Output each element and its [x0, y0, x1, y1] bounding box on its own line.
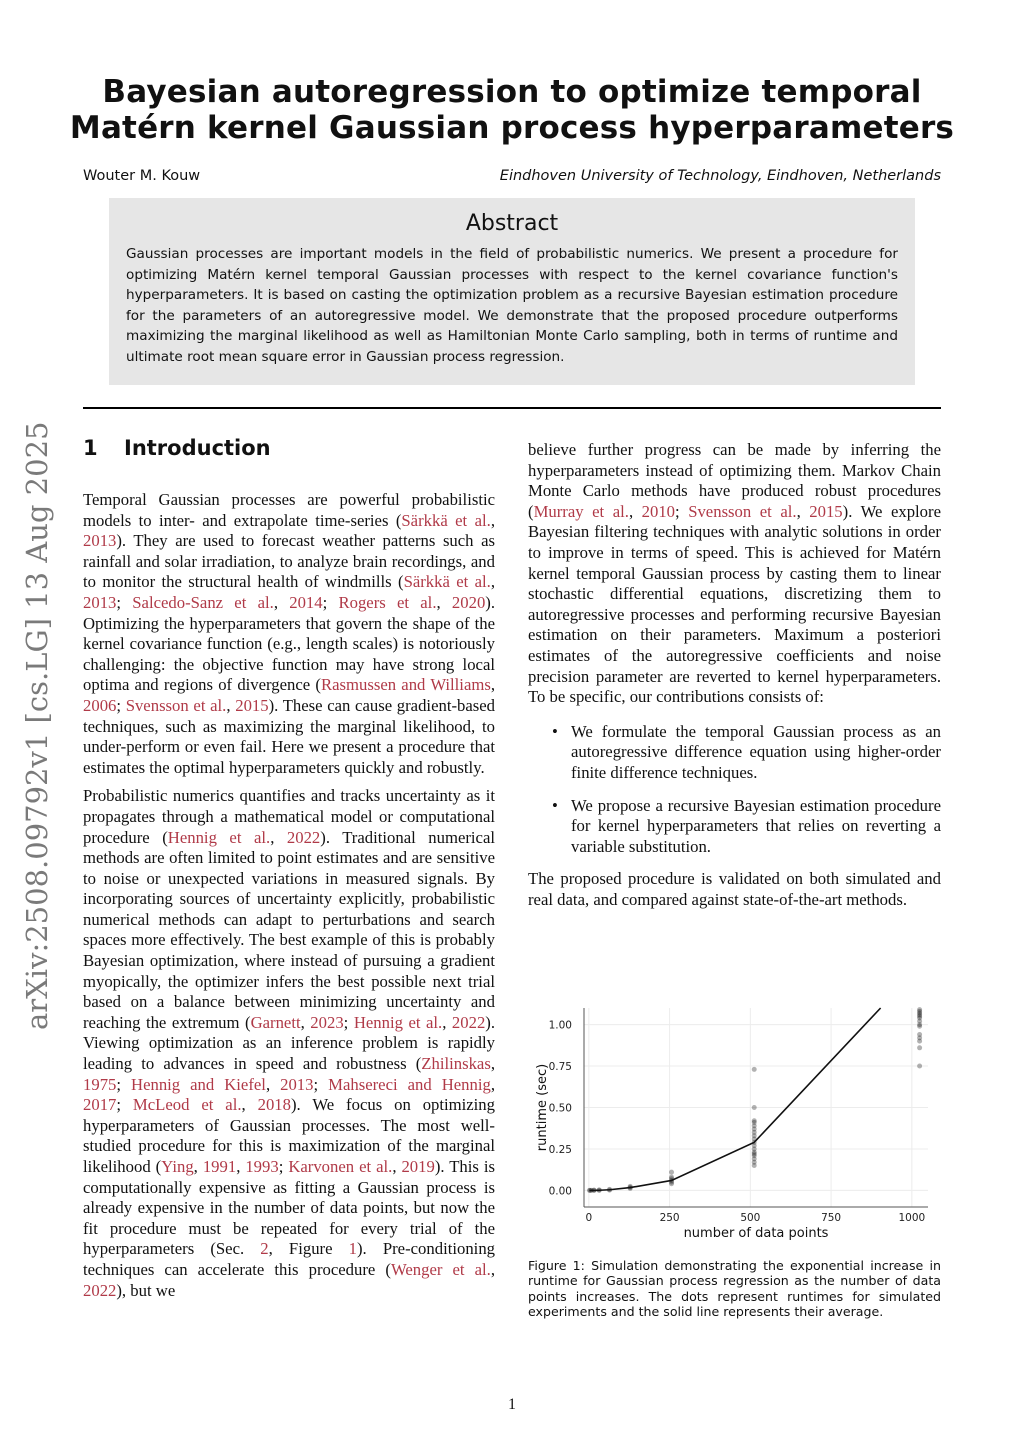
citation-link[interactable]: 2018 [257, 1095, 291, 1115]
y-axis-label: runtime (sec) [535, 1063, 550, 1152]
citation-link[interactable]: Mahsereci and Hennig [328, 1074, 491, 1094]
citation-link[interactable]: Garnett [250, 1012, 301, 1032]
citation-link[interactable]: Särkkä et al. [401, 510, 491, 530]
average-line [589, 1008, 880, 1190]
section-heading [83, 434, 495, 462]
citation-link[interactable]: 2015 [235, 695, 269, 715]
x-axis-label: number of data points [683, 1226, 829, 1241]
data-point [917, 1007, 922, 1012]
citation-link[interactable]: 2013 [83, 531, 117, 551]
citation-link[interactable]: 1 [348, 1239, 357, 1259]
y-tick-label: 1.00 [548, 1019, 572, 1032]
citation-link[interactable]: 2006 [83, 695, 117, 715]
citation-link[interactable]: 2015 [809, 501, 843, 521]
y-tick-label: 0.75 [548, 1061, 572, 1074]
citation-link[interactable]: 2013 [280, 1074, 314, 1094]
citation-link[interactable]: 2022 [451, 1012, 486, 1032]
section-number: 1 [83, 436, 98, 460]
citation-link[interactable]: Hennig et al. [353, 1012, 443, 1032]
citation-link[interactable]: 1991 [202, 1157, 237, 1176]
citation-link[interactable]: 2023 [310, 1012, 344, 1032]
data-point [669, 1170, 674, 1175]
citation-link[interactable]: Rasmussen and Williams [321, 675, 491, 695]
citation-link[interactable]: Hennig and Kiefel [131, 1074, 266, 1094]
data-point [917, 1064, 922, 1069]
citation-link[interactable]: 2013 [83, 592, 117, 612]
title-line-1: Bayesian autoregression to optimize temporal [102, 74, 922, 110]
citation-link[interactable]: 2014 [289, 592, 323, 612]
citation-link[interactable]: Salcedo-Sanz et al. [132, 592, 274, 612]
citation-link[interactable]: Murray et al. [533, 501, 629, 521]
citation-link[interactable]: 2019 [401, 1157, 435, 1176]
figure-caption: Figure 1: Simulation demonstrating the exponential increase in runtime for Gaussian process regression as the number of data points increases. The dots represent runtimes for simulated experiments and the solid line represents their average. [528, 1258, 941, 1319]
abstract-text: Gaussian processes are important models in the field of probabilistic numerics. We present a procedure for optimizing Matérn kernel temporal Gaussian processes with respect to the kernel covariance function's hyperparameters. It is based on casting the optimization problem as a recursive Bayesian estimation procedure for the parameters of an autoregressive model. We demonstrate that the proposed procedure outperforms maximizing the marginal likelihood as well as Hamiltonian Monte Carlo sampling, both in terms of runtime and ultimate root mean square error in Gaussian process regression. [126, 246, 898, 365]
citation-link[interactable]: 1993 [245, 1157, 279, 1176]
figure-1 [528, 1000, 941, 1250]
citation-link[interactable]: Wenger et al. [390, 1259, 491, 1279]
citation-link[interactable]: Karvonen et al. [288, 1157, 393, 1176]
title-line-2: Matérn kernel Gaussian process hyperparameters [69, 110, 955, 146]
paragraph-intro-1: Temporal Gaussian processes are powerful probabilistic models to inter- and extrapolate time-series (Särkkä et al., 2013). They are used to forecast weather patterns such as rainfall and solar irradiation, to analyze brain recordings, and to monitor the structural health of windmills (Särkkä et al., 2013; Salcedo-Sanz et al., 2014; Rogers et al., 2020). Optimizing the hyperparameters that govern the shape of the kernel covariance function (e.g., length scales) is notoriously challenging: the objective function may have strong local optima and regions of divergence (Rasmussen and Williams, 2006; Svensson et al., 2015). These can cause gradient-based techniques, such as maximizing the marginal likelihood, to under-perform or even fail. Here we present a procedure that estimates the optimal hyperparameters quickly and robustly. [83, 490, 496, 777]
citation-link[interactable]: Rogers et al. [338, 592, 437, 612]
citation-link[interactable]: 2020 [451, 592, 486, 612]
contribution-item: • We propose a recursive Bayesian estimation procedure for kernel hyperparameters that relies on reverting a variable substitution. [571, 796, 941, 858]
x-tick-label: 1000 [898, 1212, 926, 1224]
paper-title [0, 74, 1024, 146]
x-tick-label: 500 [740, 1212, 761, 1224]
data-point [917, 1045, 922, 1050]
header-divider [83, 407, 941, 409]
contribution-item: • We formulate the temporal Gaussian process as an autoregressive difference equation using higher-order finite difference techniques. [571, 722, 941, 784]
arxiv-stamp: arXiv:2508.09792v1 [cs.LG] 13 Aug 2025 [20, 421, 54, 1030]
citation-link[interactable]: 2 [260, 1239, 269, 1259]
left-column [83, 430, 495, 1309]
citation-link[interactable]: Särkkä et al. [403, 572, 491, 592]
citation-link[interactable]: Zhilinskas [421, 1054, 491, 1074]
citation-link[interactable]: 2022 [286, 827, 321, 847]
x-tick-label: 750 [821, 1212, 842, 1224]
citation-link[interactable]: 2010 [641, 501, 676, 521]
data-point [752, 1067, 757, 1072]
x-tick-label: 0 [585, 1212, 593, 1224]
data-point [752, 1105, 757, 1110]
citation-link[interactable]: Hennig et al. [167, 827, 271, 847]
data-point [752, 1118, 757, 1123]
citation-link[interactable]: 2022 [83, 1280, 117, 1300]
citation-link[interactable]: 2017 [83, 1095, 117, 1115]
contributions-list [528, 722, 941, 858]
paragraph-intro-3: believe further progress can be made by inferring the hyperparameters instead of optimizing them. Markov Chain Monte Carlo methods have produced robust procedures (Murray et al., 2010; Svensson et al., 2015). We explore Bayesian filtering techniques with analytic solutions in order to improve in terms of speed. This is achieved for Matérn kernel temporal Gaussian process by casting them to linear stochastic differential equations, discretizing them to autoregressive processes and performing recursive Bayesian estimation on their parameters. Maximum a posteriori estimates of the autoregressive coefficients and noise precision parameter are reverted to kernel hyperparameters. To be specific, our contributions consists of: [528, 440, 941, 707]
abstract-box [109, 198, 915, 385]
x-tick-label: 250 [659, 1212, 680, 1224]
paragraph-intro-2: Probabilistic numerics quantifies and tracks uncertainty as it propagates through a mathematical model or computational procedure (Hennig et al., 2022). Traditional numerical methods are often limited to point estimates and are sensitive to noise or unexpected variations in measured signals. By incorporating sources of uncertainty explicitly, probabilistic numerical methods can adapt to perturbations and search spaces more effectively. The best example of this is probably Bayesian optimization, where instead of pursuing a gradient myopically, the optimizer infers the best possible next trial based on a balance between minimizing uncertainty and reaching the extremum (Garnett, 2023; Hennig et al., 2022). Viewing optimization as an inference problem is rapidly leading to advances in speed and robustness (Zhilinskas, 1975; Hennig and Kiefel, 2013; Mahsereci and Hennig, 2017; McLeod et al., 2018). We focus on optimizing hyperparameters of Gaussian processes. The most well-studied procedure for this is maximization of the marginal likelihood (Ying, 1991, 1993; Karvonen et al., 2019). This is computationally expensive as fitting a Gaussian process is already expensive in the number of data points, but now the fit procedure must be repeated for every trial of the hyperparameters (Sec. 2, Figure 1). Pre-conditioning techniques can accelerate this procedure (Wenger et al., 2022), but we [83, 786, 496, 1300]
paragraph-intro-4: The proposed procedure is validated on both simulated and real data, and compared against state-of-the-art methods. [528, 869, 941, 909]
author-name: Wouter M. Kouw [83, 168, 201, 184]
citation-link[interactable]: Svensson et al. [125, 695, 227, 715]
y-tick-label: 0.25 [548, 1143, 572, 1156]
y-tick-label: 0.50 [548, 1102, 572, 1115]
citation-link[interactable]: Svensson et al. [688, 501, 797, 521]
section-title: Introduction [124, 436, 271, 460]
author-affiliation: Eindhoven University of Technology, Eindhoven, Netherlands [499, 168, 941, 184]
abstract-heading: Abstract [465, 211, 559, 236]
data-point [917, 1032, 922, 1037]
y-tick-label: 0.00 [548, 1185, 572, 1198]
citation-link[interactable]: 1975 [83, 1074, 117, 1094]
citation-link[interactable]: Ying [161, 1157, 194, 1176]
page-number: 1 [508, 1396, 516, 1413]
runtime-chart [528, 1000, 941, 1245]
citation-link[interactable]: McLeod et al. [132, 1095, 242, 1115]
right-column [528, 440, 941, 918]
